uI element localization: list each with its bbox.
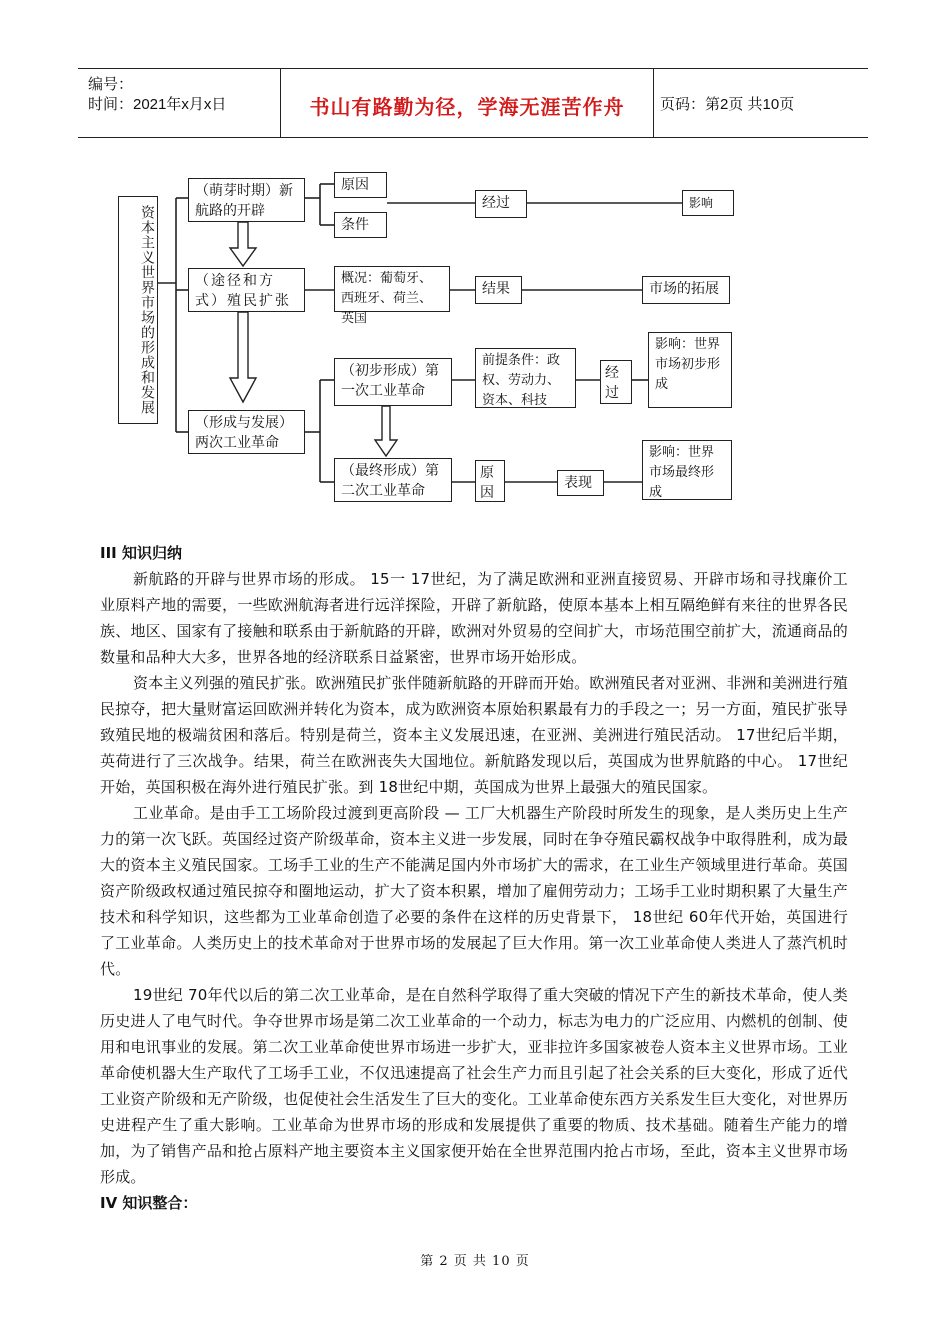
market-expand-box: 市场的拓展 [642,276,730,304]
cause2-box: 原因 [475,460,505,502]
result-box: 结果 [475,276,522,304]
paragraph-second-industrial-revolution: 19世纪 70年代以后的第二次工业革命，是在自然科学取得了重大突破的情况下产生的新技术革命，使人类历史进人了电气时代。争夺世界市场是第二次工业革命的一个动力，标志为电力的广泛应用、内燃机的创制、使用和电讯事业的发展。第二次工业革命使世界市场进一步扩大，亚非拉许多国家被卷人资本主义世界市场。工业革命使机器大生产取代了工场手工业，不仅迅速提高了社会生产力而且引起了社会关系的巨大变化，形成了近代工业资产阶级和无产阶级，也促使社会生活发生了巨大的变化。工业革命使东西方关系发生巨大变化，对世界历史进程产生了重大影响。工业革命为世界市场的形成和发展提供了重要的物质、技术基础。随着生产能力的增加，为了销售产品和抢占原料产地主要资本主义国家便开始在全世界范围内抢占市场，至此，资本主义世界市场形成。 [100,986,848,1186]
stage3-box: （形成与发展）两次工业革命 [188,410,305,454]
concept-diagram [0,0,950,520]
paragraph-colonial-expansion: 资本主义列强的殖民扩张。欧洲殖民扩张伴随新航路的开辟而开始。欧洲殖民者对亚洲、非洲和美洲进行殖民掠夺，把大量财富运回欧洲并转化为资本，成为欧洲资本原始积累最有力的手段之一；另一方面，殖民扩张导致殖民地的极端贫困和落后。特别是荷兰，资本主义发展迅速，在亚洲、美洲进行殖民活动。 17世纪后半期，英荷进行了三次战争。结果，荷兰在欧洲丧失大国地位。新航路发现以后，英国成为世界航路的中心。 17世纪开始，英国积极在海外进行殖民扩张。到 18世纪中期，英国成为世界上最强大的殖民国家。 [100,674,848,796]
section3-title: III 知识归纳 [100,544,182,562]
page-label: 页码：第2页 共10页 [660,96,795,113]
page-footer: 第 2 页 共 10 页 [420,1254,530,1269]
stage2-box: （途径和方式）殖民扩张 [188,268,305,312]
influence2-box: 影响：世界市场初步形成 [648,332,732,408]
knowledge-content [100,540,848,1216]
section4-title: IV 知识整合： [100,1194,198,1212]
root-box: 资本主义世界市场的形成和发展 [118,196,158,424]
sub3b-box: （最终形成）第二次工业革命 [334,458,452,502]
influence-box: 影响 [682,190,734,216]
cause-box: 原因 [334,172,387,198]
date-label: 时间：2021年x月x日 [88,96,227,113]
stage1-box: （萌芽时期）新航路的开辟 [188,178,305,222]
paragraph-new-routes: 新航路的开辟与世界市场的形成。 15一 17世纪，为了满足欧洲和亚洲直接贸易、开辟市场和寻找廉价工业原料产地的需要，一些欧洲航海者进行远洋探险，开辟了新航路，使原本基本上相互隔绝鲜有来往的世界各民族、地区、国家有了接触和联系由于新航路的开辟，欧洲对外贸易的空间扩大，市场范围空前扩大，流通商品的数量和品种大大多，世界各地的经济联系日益紧密，世界市场开始形成。 [100,570,848,666]
overview-box: 概况：葡萄牙、西班牙、荷兰、英国 [334,266,450,312]
influence3-box: 影响：世界市场最终形成 [642,440,732,500]
process-box: 经过 [475,190,527,218]
number-label: 编号： [88,76,134,93]
paragraph-industrial-revolution: 工业革命。是由手工工场阶段过渡到更高阶段 — 工厂大机器生产阶段时所发生的现象，是人类历史上生产力的第一次飞跃。英国经过资产阶级革命，资本主义进一步发展，同时在争夺殖民霸权战争中取得胜利，成为最大的资本主义殖民国家。工场手工业的生产不能满足国内外市场扩大的需求，在工业生产领域里进行革命。英国资产阶级政权通过殖民掠夺和圈地运动，扩大了资本积累，增加了雇佣劳动力；工场手工业时期积累了大量生产技术和科学知识，这些都为工业革命创造了必要的条件在这样的历史背景下， 18世纪 60年代开始，英国进行了工业革命。人类历史上的技术革命对于世界市场的发展起了巨大作用。第一次工业革命使人类进人了蒸汽机时代。 [100,804,848,978]
motto-text: 书山有路勤为径，学海无涯苦作舟 [309,95,625,119]
manifest-box: 表现 [557,470,604,496]
sub3a-box: （初步形成）第一次工业革命 [334,358,452,406]
condition-box: 条件 [334,212,387,238]
process2-box: 经过 [600,360,632,404]
prereq-box: 前提条件：政权、劳动力、资本、科技 [475,348,576,408]
